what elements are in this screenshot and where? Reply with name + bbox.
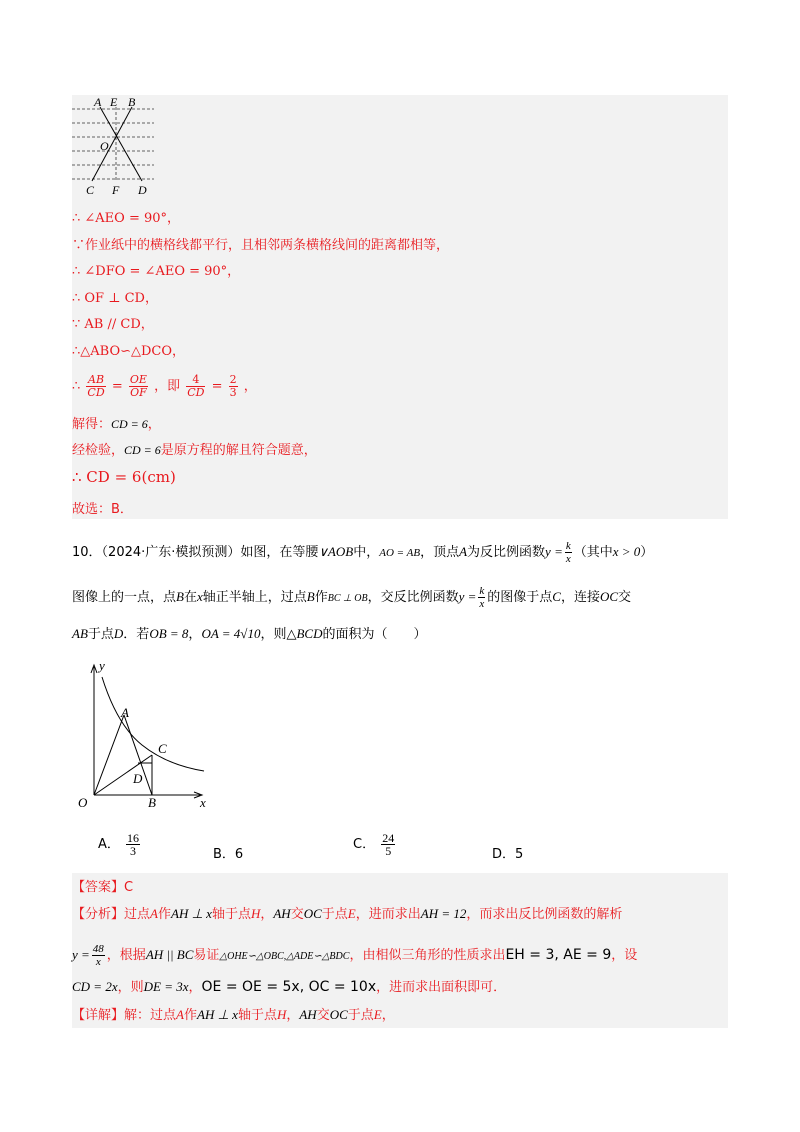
option-c-fraction: $\frac{24}{5}$ [382, 831, 395, 858]
step-2: ∵作业纸中的横格线都平行，且相邻两条横格线间的距离都相等， [72, 238, 450, 253]
inverse-curve [102, 677, 204, 771]
coordinate-figure [72, 655, 222, 810]
fraction-2-3: $\frac{2}{3}$ [229, 373, 237, 399]
therefore-symbol: ∴ [72, 379, 81, 394]
label-A2: A [121, 705, 129, 720]
fraction-4-cd: $\frac{4}{CD}$ [187, 373, 205, 399]
label-O: O [100, 139, 109, 153]
question-line-1: 10．（2024·广东·模拟预测）如图，在等腰∨AOB中，AO = AB，顶点A为反比例函数y = $\frac{k}{x}$ （其中x > 0） [72, 540, 654, 565]
label-D2: D [133, 771, 143, 786]
label-D: D [138, 183, 147, 197]
choice-step: 故选：B． [72, 502, 133, 517]
analysis-line-3: CD = 2x，则DE = 3x，OE = OE = 5x, OC = 10x，进而求出面积即可． [72, 979, 507, 995]
detail-line: 【详解】解：过点A作AH ⊥ x轴于点H，AH交OC于点E， [72, 1007, 395, 1023]
label-E: E [110, 95, 118, 109]
label-C2: C [158, 741, 167, 756]
segment-OC [94, 755, 152, 795]
fraction-k-x: $\frac{k}{x}$ [565, 540, 571, 565]
question-line-2: 图像上的一点，点B在x轴正半轴上，过点B作BC ⊥ OB，交反比例函数y = $\frac{k}{x}$ 的图像于点C，连接OC交 [72, 585, 632, 610]
fraction-ab-cd: $\frac{AB}{CD}$ [87, 373, 105, 399]
option-b[interactable]: B．6 [213, 847, 244, 862]
label-B2: B [148, 795, 156, 810]
question-line-3: AB于点D．若OB = 8，OA = 4√10，则△BCD的面积为（ ） [72, 626, 427, 642]
step-1: ∴ ∠AEO = 90°， [72, 211, 181, 226]
fraction-k-x-2: $\frac{k}{x}$ [479, 585, 485, 610]
label-A: A [94, 95, 102, 109]
label-C: C [86, 183, 95, 197]
fraction-oe-of: $\frac{OE}{OF}$ [129, 373, 147, 399]
analysis-line-1: 【分析】过点A作AH ⊥ x轴于点H，AH交OC于点E，进而求出AH = 12，而求出反比例函数的解析 [72, 906, 623, 922]
lined-paper-figure [72, 95, 162, 200]
option-a-fraction: $\frac{16}{3}$ [127, 831, 140, 858]
option-d[interactable]: D．5 [492, 847, 524, 862]
label-x: x [200, 795, 206, 810]
fraction-48-x: $\frac{48}{x}$ [92, 943, 104, 968]
step-5: ∵ AB // CD， [72, 317, 154, 332]
segment-OA [94, 715, 124, 795]
result-step: ∴ CD = 6(cm) [72, 468, 176, 486]
step-3: ∴ ∠DFO = ∠AEO = 90°， [72, 264, 241, 279]
step-4: ∴ OF ⊥ CD， [72, 291, 158, 306]
ratio-step: ∴ $\frac{AB}{CD}$ = $\frac{OE}{OF}$ ，即 $\frac{4}{CD}$ = $\frac{2}{3}$ ， [72, 373, 257, 399]
analysis-line-2: y = $\frac{48}{x}$ ，根据AH || BC易证△OHE∽△OBC,△ADE∽△BDC，由相似三角形的性质求出EH = 3, AE = 9，设 [72, 943, 638, 968]
option-c[interactable]: C． $\frac{24}{5}$ [353, 831, 395, 858]
option-a[interactable]: A． $\frac{16}{3}$ [98, 831, 140, 858]
step-6: ∴△ABO∽△DCO， [72, 344, 186, 359]
check-step: 经检验，CD = 6是原方程的解且符合题意， [72, 443, 317, 458]
label-F: F [112, 183, 120, 197]
line-BC [92, 107, 132, 181]
solve-step: 解得：CD = 6， [72, 417, 161, 432]
label-y: y [99, 658, 105, 673]
label-O2: O [78, 795, 88, 810]
answer-line: 【答案】C [72, 880, 134, 895]
label-B: B [128, 95, 136, 109]
